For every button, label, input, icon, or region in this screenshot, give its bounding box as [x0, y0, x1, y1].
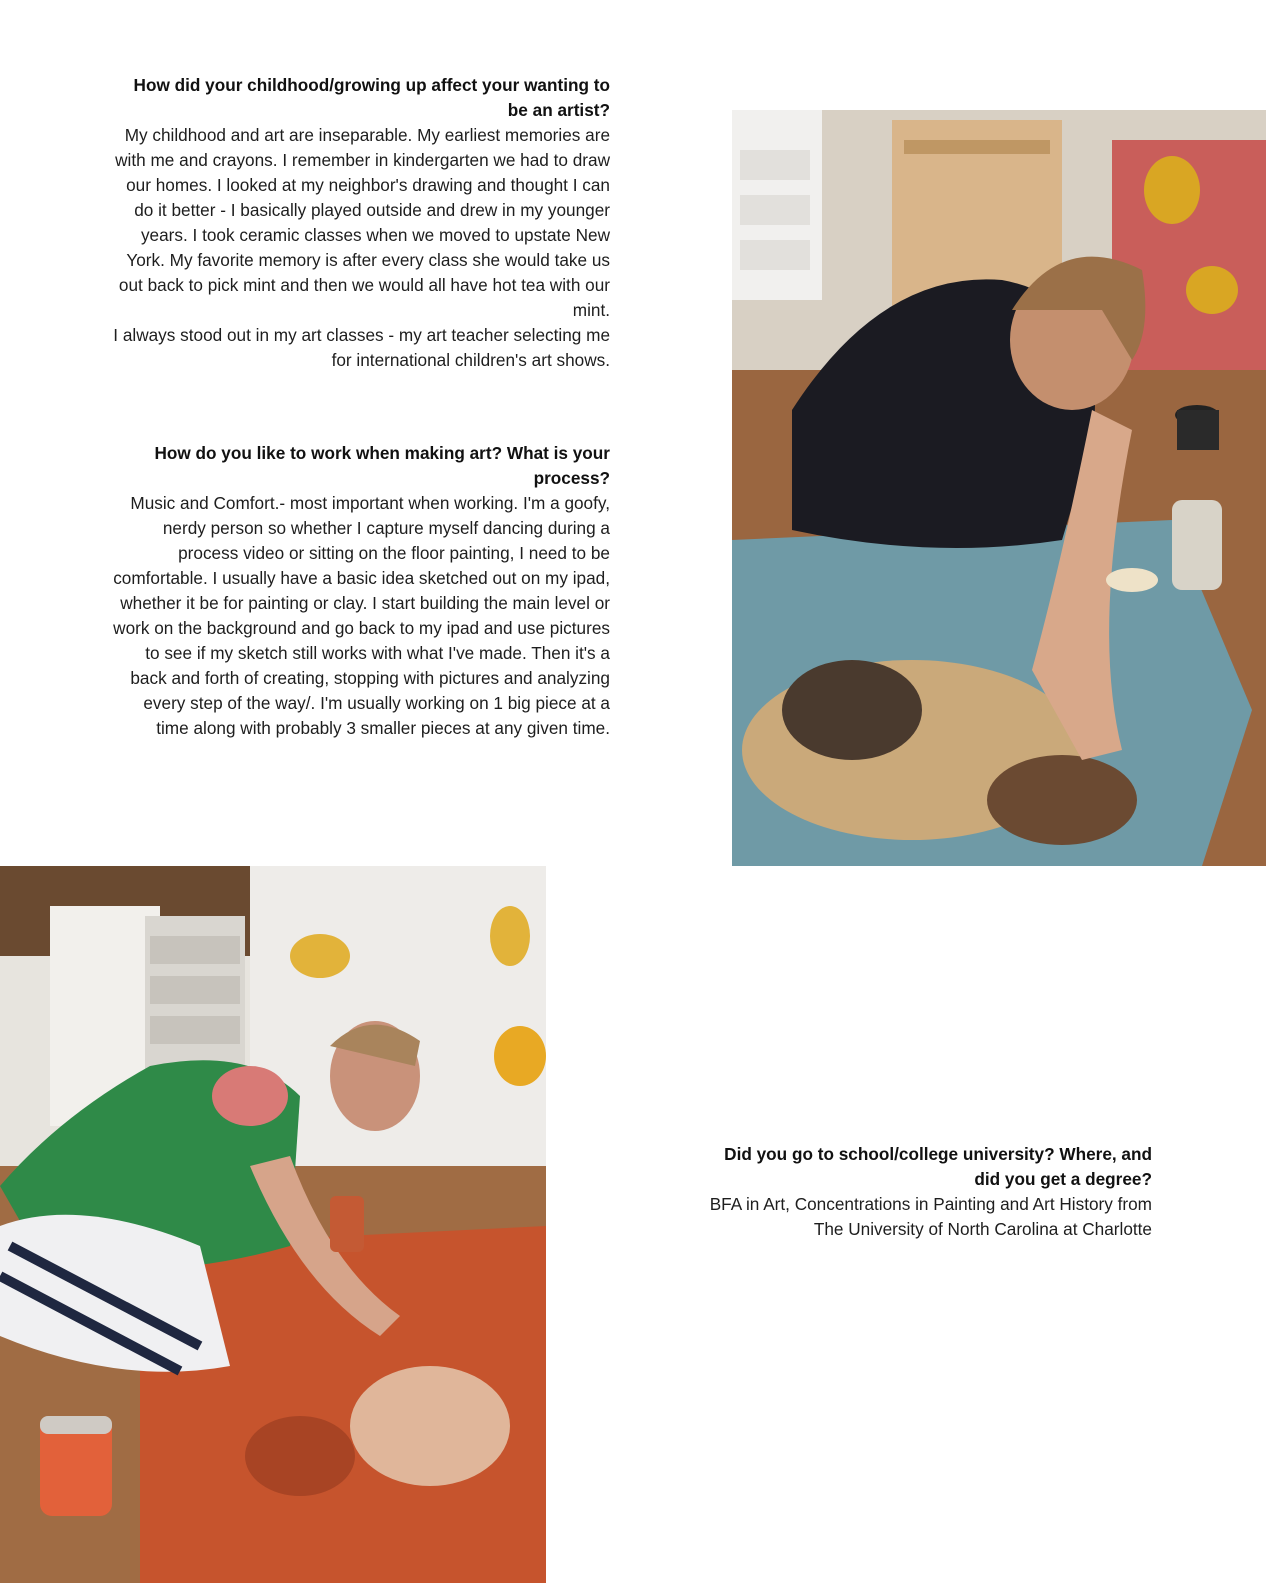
question-heading: Did you go to school/college university? Where, and did you get a degree? [724, 1144, 1152, 1189]
interview-block-process [112, 441, 610, 741]
studio-photo-orange-canvas [0, 866, 546, 1583]
interview-block-childhood [112, 73, 610, 373]
interview-block-education [700, 1142, 1152, 1242]
question-heading: How did your childhood/growing up affect your wanting to be an artist? [133, 75, 610, 120]
answer-text: My childhood and art are inseparable. My earliest memories are with me and crayons. I remember in kindergarten we had to draw our homes. I looked at my neighbor's drawing and thought I can do it better - I basically played outside and drew in my younger years. I took ceramic classes when we moved to upstate New York. My favorite memory is after every class she would take us out back to pick mint and then we would all have hot tea with our mint. I always stood out in my art classes - my art teacher selecting me for international children's art shows. [113, 125, 610, 370]
answer-text: BFA in Art, Concentrations in Painting and Art History from The University of North Carolina at Charlotte [709, 1194, 1152, 1239]
studio-photo-blue-canvas [732, 110, 1266, 866]
answer-text: Music and Comfort.- most important when working. I'm a goofy, nerdy person so whether I capture myself dancing during a process video or sitting on the floor painting, I need to be comfortable. I usually have a basic idea sketched out on my ipad, whether it be for painting or clay. I start building the main level or work on the background and go back to my ipad and use pictures to see if my sketch still works with what I've made. Then it's a back and forth of creating, stopping with pictures and analyzing every step of the way/. I'm usually working on 1 big piece at a time along with probably 3 smaller pieces at any given time. [113, 493, 610, 738]
question-heading: How do you like to work when making art? What is your process? [154, 443, 610, 488]
